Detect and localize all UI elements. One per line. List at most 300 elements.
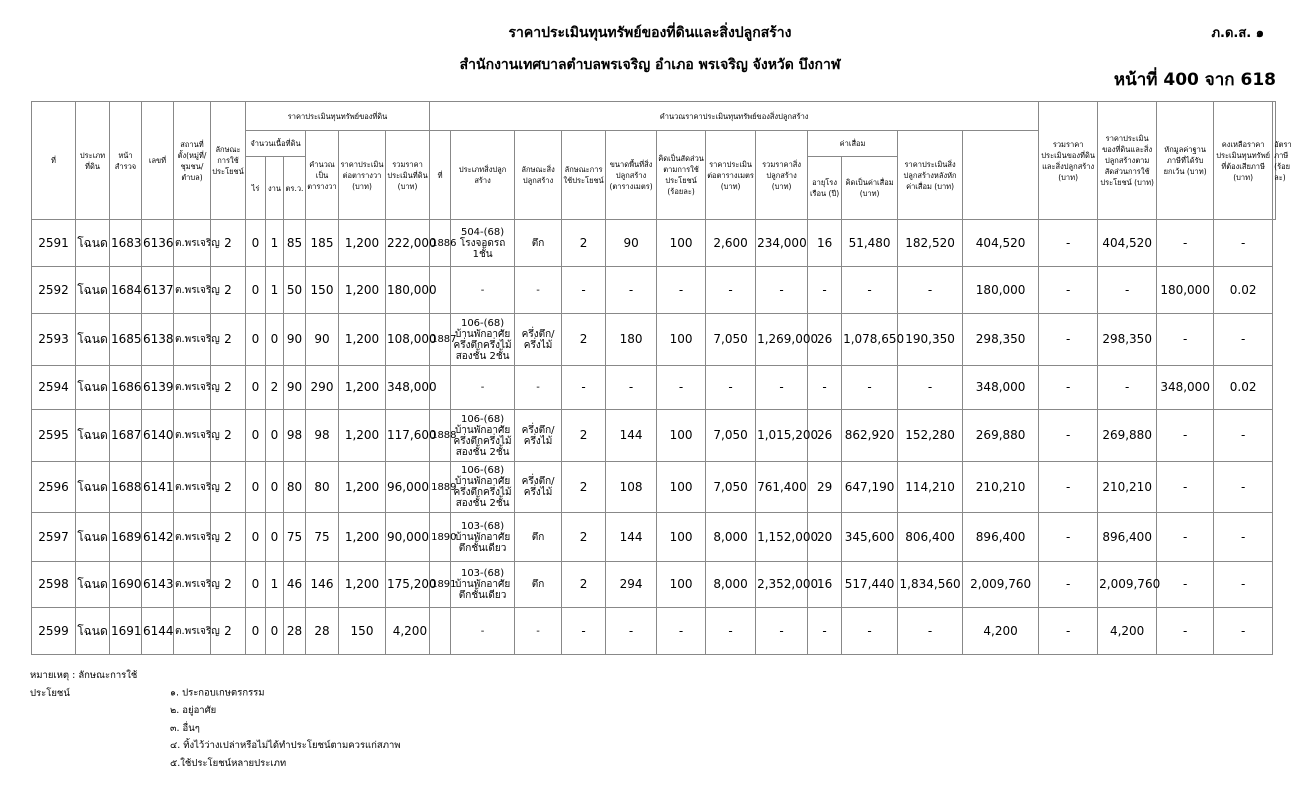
cell-no: 2591	[32, 220, 76, 267]
table-row	[32, 410, 1276, 462]
cell-b-age: -	[808, 366, 842, 410]
cell-b-character: ตึก	[515, 220, 562, 267]
cell-by-ratio: -	[1039, 267, 1098, 314]
cell-b-size: 144	[606, 410, 657, 462]
cell-b-price-sqm: 8,000	[706, 513, 756, 562]
cell-rai: 0	[246, 513, 266, 562]
cell-remaining: -	[1157, 513, 1214, 562]
cell-no: 2598	[32, 562, 76, 608]
cell-price-per-wa: 1,200	[339, 366, 386, 410]
cell-b-age: -	[808, 267, 842, 314]
cell-no: 2593	[32, 314, 76, 366]
cell-by-ratio: -	[1039, 410, 1098, 462]
cell-b-type: 103-(68) บ้านพักอาศัยตึกชั้นเดียว	[451, 562, 515, 608]
col-survey-page: หน้าสำรวจ	[110, 102, 142, 220]
cell-b-type: -	[451, 267, 515, 314]
col-building-ratio: คิดเป็นสัดส่วนตามการใช้ประโยชน์ (ร้อยละ)	[657, 131, 706, 220]
cell-location: ต.พรเจริญ	[174, 562, 211, 608]
cell-b-age: 26	[808, 314, 842, 366]
cell-by-ratio: -	[1039, 314, 1098, 366]
cell-b-depr: -	[842, 366, 898, 410]
cell-b-depr: 51,480	[842, 220, 898, 267]
cell-grand-total: 4,200	[963, 608, 1039, 655]
cell-location: ต.พรเจริญ	[174, 220, 211, 267]
cell-b-total: 1,015,200	[756, 410, 808, 462]
cell-deed-no: 6141	[142, 462, 174, 513]
cell-b-type: 504-(68) โรงจอดรถ 1ชั้น	[451, 220, 515, 267]
cell-survey-page: 1687	[110, 410, 142, 462]
cell-b-size: 144	[606, 513, 657, 562]
cell-b-age: 20	[808, 513, 842, 562]
cell-price-per-wa: 1,200	[339, 513, 386, 562]
page-info: หน้าที่ 400 จาก 618	[1113, 70, 1276, 90]
col-grand-total: รวมราคาประเมินของที่ดินและสิ่งปลูกสร้าง (บาท)	[1039, 102, 1098, 220]
cell-b-ratio: 100	[657, 562, 706, 608]
cell-b-depr: -	[842, 267, 898, 314]
cell-b-depr: -	[842, 608, 898, 655]
cell-grand-total: 210,210	[963, 462, 1039, 513]
cell-b-no: 1891	[430, 562, 451, 608]
note-item: ๓. อื่นๆ	[170, 722, 200, 734]
cell-b-ratio: 100	[657, 513, 706, 562]
cell-deed-type: โฉนด	[76, 314, 110, 366]
col-building-size: ขนาดพื้นที่สิ่งปลูกสร้าง (ตารางเมตร)	[606, 131, 657, 220]
cell-b-total: -	[756, 267, 808, 314]
cell-remaining: -	[1157, 410, 1214, 462]
cell-location: ต.พรเจริญ	[174, 267, 211, 314]
cell-b-price-sqm: -	[706, 267, 756, 314]
cell-ngan: 2	[266, 366, 284, 410]
cell-b-no: 1890	[430, 513, 451, 562]
cell-remaining: 348,000	[1157, 366, 1214, 410]
cell-b-after-depr: 152,280	[898, 410, 963, 462]
cell-location: ต.พรเจริญ	[174, 462, 211, 513]
cell-by-ratio: -	[1039, 366, 1098, 410]
cell-tax-rate: -	[1214, 410, 1273, 462]
cell-deed-type: โฉนด	[76, 366, 110, 410]
cell-b-character: ตึก	[515, 513, 562, 562]
col-deed-type: ประเภทที่ดิน	[76, 102, 110, 220]
cell-deed-no: 6142	[142, 513, 174, 562]
cell-remaining: -	[1157, 220, 1214, 267]
col-building-no: ที่	[430, 131, 451, 220]
cell-land-total: 180,000	[386, 267, 430, 314]
cell-deed-type: โฉนด	[76, 410, 110, 462]
cell-b-ratio: 100	[657, 220, 706, 267]
cell-no: 2594	[32, 366, 76, 410]
cell-grand-total: 298,350	[963, 314, 1039, 366]
cell-b-use: 2	[562, 410, 606, 462]
notes	[30, 667, 401, 772]
cell-land-use: 2	[211, 410, 246, 462]
cell-b-use: 2	[562, 462, 606, 513]
cell-deduction: 210,210	[1098, 462, 1157, 513]
cell-b-no: 1888	[430, 410, 451, 462]
cell-rai: 0	[246, 608, 266, 655]
table-row	[32, 608, 1276, 655]
form-code: ภ.ด.ส. ๑	[1211, 26, 1264, 41]
group-land-area: จำนวนเนื้อที่ดิน	[246, 131, 306, 157]
cell-survey-page: 1691	[110, 608, 142, 655]
col-building-total: รวมราคาสิ่งปลูกสร้าง (บาท)	[756, 131, 808, 220]
table-row	[32, 366, 1276, 410]
cell-survey-page: 1685	[110, 314, 142, 366]
col-building-character: ลักษณะสิ่งปลูกสร้าง	[515, 131, 562, 220]
cell-rai: 0	[246, 410, 266, 462]
document-subtitle: สำนักงานเทศบาลตำบลพรเจริญ อำเภอ พรเจริญ จังหวัด บึงกาฬ	[459, 57, 841, 73]
cell-b-price-sqm: 7,050	[706, 462, 756, 513]
cell-b-total: 2,352,000	[756, 562, 808, 608]
cell-grand-total: 269,880	[963, 410, 1039, 462]
cell-by-ratio: -	[1039, 513, 1098, 562]
cell-deed-type: โฉนด	[76, 608, 110, 655]
cell-b-character: ครึ่งตึก/ครึ่งไม้	[515, 462, 562, 513]
cell-grand-total: 2,009,760	[963, 562, 1039, 608]
cell-calc-area: 146	[306, 562, 339, 608]
cell-remaining: -	[1157, 562, 1214, 608]
table-row	[32, 562, 1276, 608]
cell-tax-rate: -	[1214, 220, 1273, 267]
cell-deed-no: 6139	[142, 366, 174, 410]
cell-sq-wa: 46	[284, 562, 306, 608]
cell-b-total: 1,152,000	[756, 513, 808, 562]
cell-land-use: 2	[211, 366, 246, 410]
cell-rai: 0	[246, 562, 266, 608]
cell-sq-wa: 85	[284, 220, 306, 267]
cell-survey-page: 1688	[110, 462, 142, 513]
cell-tax-rate: -	[1214, 608, 1273, 655]
cell-land-total: 4,200	[386, 608, 430, 655]
cell-ngan: 1	[266, 562, 284, 608]
group-building-assessment: คำนวณราคาประเมินทุนทรัพย์ของสิ่งปลูกสร้าง	[430, 102, 1039, 131]
cell-b-total: 761,400	[756, 462, 808, 513]
cell-calc-area: 80	[306, 462, 339, 513]
cell-b-type: 106-(68) บ้านพักอาศัยครึ่งตึกครึ่งไม้สองชั้น 2ชั้น	[451, 410, 515, 462]
cell-calc-area: 90	[306, 314, 339, 366]
cell-survey-page: 1689	[110, 513, 142, 562]
cell-land-use: 2	[211, 513, 246, 562]
cell-b-type: 106-(68) บ้านพักอาศัยครึ่งตึกครึ่งไม้สองชั้น 2ชั้น	[451, 314, 515, 366]
cell-calc-area: 28	[306, 608, 339, 655]
cell-tax-rate: -	[1214, 513, 1273, 562]
col-building-use: ลักษณะการใช้ประโยชน์	[562, 131, 606, 220]
cell-deed-type: โฉนด	[76, 513, 110, 562]
cell-b-use: -	[562, 366, 606, 410]
cell-b-price-sqm: -	[706, 608, 756, 655]
cell-deduction: 896,400	[1098, 513, 1157, 562]
col-building-price-sqm: ราคาประเมินต่อตารางเมตร (บาท)	[706, 131, 756, 220]
cell-b-size: -	[606, 608, 657, 655]
cell-b-character: ครึ่งตึก/ครึ่งไม้	[515, 314, 562, 366]
cell-b-ratio: 100	[657, 462, 706, 513]
col-ngan: งาน	[266, 157, 284, 220]
cell-no: 2592	[32, 267, 76, 314]
col-remaining: คงเหลือราคาประเมินทุนทรัพย์ที่ต้องเสียภาษี (บาท)	[1214, 102, 1273, 220]
cell-deed-type: โฉนด	[76, 267, 110, 314]
cell-price-per-wa: 1,200	[339, 314, 386, 366]
cell-price-per-wa: 1,200	[339, 267, 386, 314]
cell-b-no: 1887	[430, 314, 451, 366]
group-land-assessment: ราคาประเมินทุนทรัพย์ของที่ดิน	[246, 102, 430, 131]
cell-land-use: 2	[211, 220, 246, 267]
cell-b-size: 294	[606, 562, 657, 608]
cell-b-no: 1886	[430, 220, 451, 267]
cell-land-use: 2	[211, 462, 246, 513]
cell-remaining: 180,000	[1157, 267, 1214, 314]
cell-ngan: 0	[266, 608, 284, 655]
cell-survey-page: 1683	[110, 220, 142, 267]
cell-b-character: -	[515, 608, 562, 655]
cell-b-after-depr: -	[898, 267, 963, 314]
cell-b-after-depr: 1,834,560	[898, 562, 963, 608]
cell-ngan: 1	[266, 267, 284, 314]
cell-b-ratio: 100	[657, 314, 706, 366]
cell-grand-total: 896,400	[963, 513, 1039, 562]
cell-b-total: 1,269,000	[756, 314, 808, 366]
cell-b-price-sqm: -	[706, 366, 756, 410]
cell-b-size: 90	[606, 220, 657, 267]
cell-b-character: -	[515, 366, 562, 410]
cell-b-after-depr: -	[898, 608, 963, 655]
cell-land-use: 2	[211, 314, 246, 366]
group-depreciation: ค่าเสื่อม	[808, 131, 898, 157]
cell-grand-total: 404,520	[963, 220, 1039, 267]
cell-by-ratio: -	[1039, 608, 1098, 655]
cell-no: 2597	[32, 513, 76, 562]
cell-tax-rate: -	[1214, 314, 1273, 366]
cell-rai: 0	[246, 314, 266, 366]
cell-calc-area: 185	[306, 220, 339, 267]
cell-b-price-sqm: 2,600	[706, 220, 756, 267]
cell-price-per-wa: 1,200	[339, 220, 386, 267]
cell-ngan: 1	[266, 220, 284, 267]
cell-tax-rate: 0.02	[1214, 366, 1273, 410]
cell-deed-type: โฉนด	[76, 562, 110, 608]
cell-b-age: 29	[808, 462, 842, 513]
cell-b-total: -	[756, 608, 808, 655]
cell-price-per-wa: 1,200	[339, 462, 386, 513]
cell-land-total: 108,000	[386, 314, 430, 366]
cell-land-use: 2	[211, 562, 246, 608]
col-calc-area: คำนวณเป็นตารางวา	[306, 131, 339, 220]
col-location: สถานที่ตั้ง(หมู่ที่/ชุมชน/ตำบล)	[174, 102, 211, 220]
cell-no: 2596	[32, 462, 76, 513]
cell-b-use: 2	[562, 314, 606, 366]
cell-deduction: -	[1098, 366, 1157, 410]
cell-grand-total: 180,000	[963, 267, 1039, 314]
cell-land-use: 2	[211, 267, 246, 314]
cell-land-total: 348,000	[386, 366, 430, 410]
cell-deed-no: 6144	[142, 608, 174, 655]
col-after-depreciation: ราคาประเมินสิ่งปลูกสร้างหลังหักค่าเสื่อม (บาท)	[898, 131, 963, 220]
cell-land-total: 96,000	[386, 462, 430, 513]
col-tax-rate: อัตราภาษี (ร้อยละ)	[1273, 102, 1276, 220]
cell-sq-wa: 90	[284, 314, 306, 366]
cell-land-total: 117,600	[386, 410, 430, 462]
cell-b-total: -	[756, 366, 808, 410]
cell-b-price-sqm: 7,050	[706, 410, 756, 462]
cell-b-age: 16	[808, 220, 842, 267]
cell-remaining: -	[1157, 462, 1214, 513]
cell-rai: 0	[246, 366, 266, 410]
cell-b-price-sqm: 8,000	[706, 562, 756, 608]
cell-price-per-wa: 150	[339, 608, 386, 655]
cell-b-after-depr: 190,350	[898, 314, 963, 366]
cell-deed-no: 6137	[142, 267, 174, 314]
cell-calc-area: 290	[306, 366, 339, 410]
cell-b-depr: 517,440	[842, 562, 898, 608]
cell-deduction: 298,350	[1098, 314, 1157, 366]
cell-b-depr: 1,078,650	[842, 314, 898, 366]
cell-sq-wa: 28	[284, 608, 306, 655]
cell-deed-no: 6138	[142, 314, 174, 366]
notes-label: หมายเหตุ : ลักษณะการใช้ประโยชน์	[30, 670, 138, 699]
col-deduction: หักมูลค่าฐานภาษีที่ได้รับยกเว้น (บาท)	[1157, 102, 1214, 220]
cell-land-total: 90,000	[386, 513, 430, 562]
note-item: ๑. ประกอบเกษตรกรรม	[170, 687, 265, 699]
cell-sq-wa: 98	[284, 410, 306, 462]
cell-by-ratio: -	[1039, 220, 1098, 267]
cell-calc-area: 150	[306, 267, 339, 314]
cell-deed-no: 6140	[142, 410, 174, 462]
cell-b-ratio: -	[657, 608, 706, 655]
cell-ngan: 0	[266, 462, 284, 513]
cell-by-ratio: -	[1039, 462, 1098, 513]
cell-rai: 0	[246, 462, 266, 513]
cell-location: ต.พรเจริญ	[174, 513, 211, 562]
cell-calc-area: 98	[306, 410, 339, 462]
cell-remaining: -	[1157, 608, 1214, 655]
col-land-use: ลักษณะการใช้ประโยชน์	[211, 102, 246, 220]
table-row	[32, 314, 1276, 366]
cell-ngan: 0	[266, 513, 284, 562]
cell-b-age: 16	[808, 562, 842, 608]
cell-deed-type: โฉนด	[76, 462, 110, 513]
col-land-total: รวมราคาประเมินที่ดิน (บาท)	[386, 131, 430, 220]
cell-land-total: 222,000	[386, 220, 430, 267]
cell-location: ต.พรเจริญ	[174, 366, 211, 410]
cell-location: ต.พรเจริญ	[174, 410, 211, 462]
cell-rai: 0	[246, 220, 266, 267]
cell-price-per-wa: 1,200	[339, 410, 386, 462]
table-row	[32, 267, 1276, 314]
col-by-ratio: ราคาประเมินของที่ดินและสิ่งปลูกสร้างตามสัดส่วนการใช้ประโยชน์ (บาท)	[1098, 102, 1157, 220]
cell-calc-area: 75	[306, 513, 339, 562]
cell-ngan: 0	[266, 410, 284, 462]
cell-rai: 0	[246, 267, 266, 314]
cell-b-no	[430, 608, 451, 655]
cell-b-size: -	[606, 366, 657, 410]
cell-b-age: 26	[808, 410, 842, 462]
cell-b-ratio: -	[657, 366, 706, 410]
col-building-age: อายุโรงเรือน (ปี)	[808, 157, 842, 220]
cell-deed-type: โฉนด	[76, 220, 110, 267]
cell-b-age: -	[808, 608, 842, 655]
cell-location: ต.พรเจริญ	[174, 608, 211, 655]
cell-b-price-sqm: 7,050	[706, 314, 756, 366]
cell-b-after-depr: 806,400	[898, 513, 963, 562]
note-item: ๒. อยู่อาศัย	[170, 705, 217, 716]
cell-deduction: 4,200	[1098, 608, 1157, 655]
cell-b-total: 234,000	[756, 220, 808, 267]
cell-b-depr: 345,600	[842, 513, 898, 562]
cell-b-use: -	[562, 267, 606, 314]
cell-b-type: 103-(68) บ้านพักอาศัยตึกชั้นเดียว	[451, 513, 515, 562]
document-title: ราคาประเมินทุนทรัพย์ของที่ดินและสิ่งปลูกสร้าง	[508, 25, 792, 41]
cell-sq-wa: 50	[284, 267, 306, 314]
col-sq-wa: ตร.ว.	[284, 157, 306, 220]
cell-remaining: -	[1157, 314, 1214, 366]
cell-tax-rate: -	[1214, 462, 1273, 513]
cell-no: 2595	[32, 410, 76, 462]
cell-b-after-depr: 182,520	[898, 220, 963, 267]
cell-tax-rate: -	[1214, 562, 1273, 608]
assessment-table	[31, 101, 1292, 655]
cell-survey-page: 1690	[110, 562, 142, 608]
col-no: ที่	[32, 102, 76, 220]
col-deed-no: เลขที่	[142, 102, 174, 220]
cell-b-after-depr: 114,210	[898, 462, 963, 513]
cell-survey-page: 1684	[110, 267, 142, 314]
cell-b-after-depr: -	[898, 366, 963, 410]
cell-location: ต.พรเจริญ	[174, 314, 211, 366]
cell-b-size: 180	[606, 314, 657, 366]
cell-b-size: -	[606, 267, 657, 314]
cell-b-type: 106-(68) บ้านพักอาศัยครึ่งตึกครึ่งไม้สองชั้น 2ชั้น	[451, 462, 515, 513]
note-item: ๔. ทิ้งไว้ว่างเปล่าหรือไม่ได้ทำประโยชน์ตามควรแก่สภาพ	[170, 740, 401, 751]
cell-survey-page: 1686	[110, 366, 142, 410]
cell-sq-wa: 75	[284, 513, 306, 562]
cell-deduction: 2,009,760	[1098, 562, 1157, 608]
col-price-per-wa: ราคาประเมินต่อตารางวา (บาท)	[339, 131, 386, 220]
cell-b-depr: 862,920	[842, 410, 898, 462]
cell-ngan: 0	[266, 314, 284, 366]
cell-land-total: 175,200	[386, 562, 430, 608]
cell-by-ratio: -	[1039, 562, 1098, 608]
table-row	[32, 462, 1276, 513]
cell-land-use: 2	[211, 608, 246, 655]
cell-b-ratio: -	[657, 267, 706, 314]
cell-b-no: 1889	[430, 462, 451, 513]
cell-price-per-wa: 1,200	[339, 562, 386, 608]
cell-b-depr: 647,190	[842, 462, 898, 513]
cell-b-use: 2	[562, 562, 606, 608]
cell-grand-total: 348,000	[963, 366, 1039, 410]
note-item: ๕.ใช้ประโยชน์หลายประเภท	[170, 757, 287, 769]
col-depreciation-amount: คิดเป็นค่าเสื่อม (บาท)	[842, 157, 898, 220]
cell-b-character: ครึ่งตึก/ครึ่งไม้	[515, 410, 562, 462]
cell-no: 2599	[32, 608, 76, 655]
cell-b-character: ตึก	[515, 562, 562, 608]
table-row	[32, 220, 1276, 267]
table-row	[32, 513, 1276, 562]
cell-b-use: -	[562, 608, 606, 655]
cell-b-character: -	[515, 267, 562, 314]
cell-b-use: 2	[562, 220, 606, 267]
cell-b-ratio: 100	[657, 410, 706, 462]
cell-tax-rate: 0.02	[1214, 267, 1273, 314]
cell-deduction: 404,520	[1098, 220, 1157, 267]
col-rai: ไร่	[246, 157, 266, 220]
cell-b-type: -	[451, 608, 515, 655]
cell-b-size: 108	[606, 462, 657, 513]
cell-sq-wa: 90	[284, 366, 306, 410]
cell-deduction: 269,880	[1098, 410, 1157, 462]
cell-b-use: 2	[562, 513, 606, 562]
cell-deed-no: 6143	[142, 562, 174, 608]
cell-deduction: -	[1098, 267, 1157, 314]
cell-b-type: -	[451, 366, 515, 410]
